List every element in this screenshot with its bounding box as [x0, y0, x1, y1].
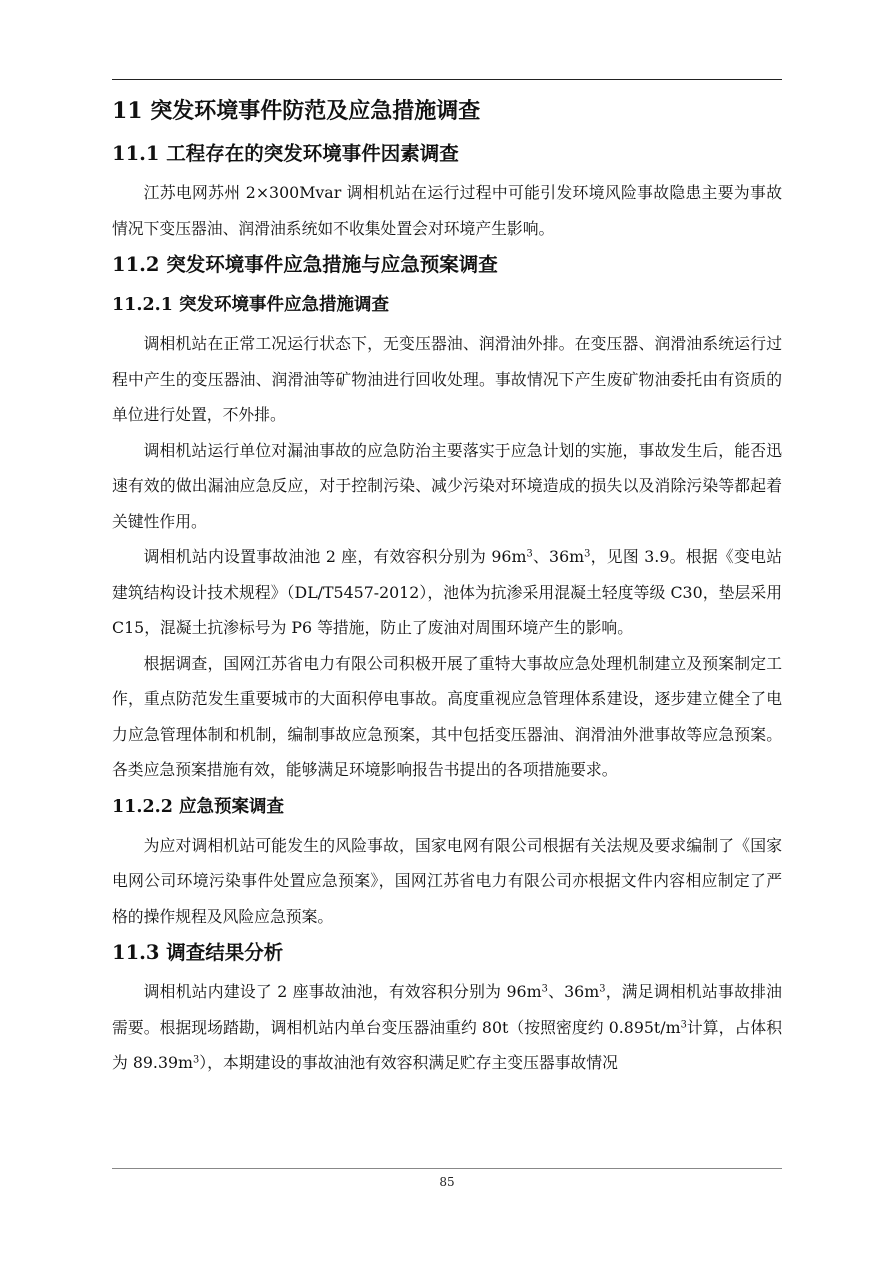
section-11-1-title: 11.1 工程存在的突发环境事件因素调查 — [112, 142, 459, 165]
text-run: 、36m — [547, 982, 600, 1001]
section-11-2-2-paragraph: 为应对调相机站可能发生的风险事故，国家电网有限公司根据有关法规及要求编制了《国家电网公司环境污染事件处置应急预案》，国网江苏省电力有限公司亦根据文件内容相应制定了严格的操作规程及风险应急预案。 — [112, 835, 782, 926]
superscript: 3 — [526, 548, 533, 560]
superscript: 3 — [680, 1019, 687, 1031]
text-run: 调相机站内设置事故油池 2 座，有效容积分别为 96m — [143, 547, 527, 566]
page-content — [112, 91, 782, 1081]
section-11-2-1-paragraph-4: 根据调查，国网江苏省电力有限公司积极开展了重特大事故应急处理机制建立及预案制定工作，重点防范发生重要城市的大面积停电事故。高度重视应急管理体系建设，逐步建立健全了电力应急管理体制和机制，编制事故应急预案，其中包括变压器油、润滑油外泄事故等应急预案。各类应急预案措施有效，能够满足环境影响报告书提出的各项措施要求。 — [112, 653, 782, 779]
section-11-1-paragraph: 江苏电网苏州 2×300Mvar 调相机站在运行过程中可能引发环境风险事故隐患主要为事故情况下变压器油、润滑油系统如不收集处置会对环境产生影响。 — [112, 183, 782, 238]
text-run: 计算，占体积为 89.39m — [112, 1017, 782, 1072]
text-run: ，满足调相机站事故排油需要。根据现场踏勘，调相机站内单台变压器油重约 80t（按照密度约 0.895t/m — [112, 982, 782, 1037]
section-11-3-title: 11.3 调查结果分析 — [112, 941, 284, 964]
footer-rule — [112, 1168, 782, 1169]
section-11-2-1-paragraph-2: 调相机站运行单位对漏油事故的应急防治主要落实于应急计划的实施，事故发生后，能否迅速有效的做出漏油应急反应，对于控制污染、减少污染对环境造成的损失以及消除污染等都起着关键性作用。 — [112, 440, 782, 531]
section-11-title: 11 突发环境事件防范及应急措施调查 — [112, 98, 481, 124]
superscript: 3 — [541, 983, 548, 995]
section-11-2-2-title: 11.2.2 应急预案调查 — [112, 796, 284, 817]
text-run: 调相机站内建设了 2 座事故油池，有效容积分别为 96m — [143, 982, 542, 1001]
superscript: 3 — [599, 983, 606, 995]
text-run: 、36m — [532, 547, 585, 566]
superscript: 3 — [193, 1054, 200, 1066]
section-11-3-paragraph — [112, 974, 782, 1081]
page-number: 85 — [439, 1175, 455, 1189]
text-run: ，见图 3.9。根据《变电站建筑结构设计技术规程》（DL/T5457-2012），池体为抗渗采用混凝土轻度等级 C30，垫层采用 C15，混凝土抗渗标号为 P6 等措施，防止了废油对周围环境产生的影响。 — [112, 547, 782, 637]
document-page — [112, 0, 782, 1263]
section-11-2-1-paragraph-3 — [112, 539, 782, 646]
header-rule — [112, 79, 782, 80]
section-11-2-1-title: 11.2.1 突发环境事件应急措施调查 — [112, 295, 389, 315]
section-11-2-title: 11.2 突发环境事件应急措施与应急预案调查 — [112, 253, 498, 276]
section-11-2-1-paragraph-1: 调相机站在正常工况运行状态下，无变压器油、润滑油外排。在变压器、润滑油系统运行过程中产生的变压器油、润滑油等矿物油进行回收处理。事故情况下产生废矿物油委托由有资质的单位进行处置，不外排。 — [112, 334, 782, 424]
text-run: ），本期建设的事故油池有效容积满足贮存主变压器事故情况 — [199, 1053, 618, 1072]
superscript: 3 — [584, 548, 591, 560]
